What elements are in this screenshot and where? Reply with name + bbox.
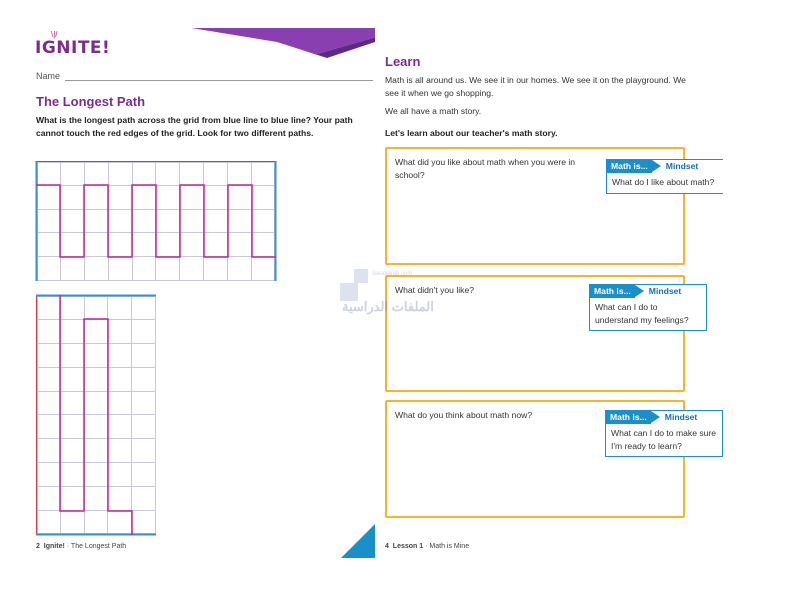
question-text: What do you think about math now? — [395, 410, 533, 420]
page-number: 2 — [36, 543, 40, 550]
vertical-grid-paths — [27, 28, 375, 558]
question-text: What didn't you like? — [395, 285, 475, 295]
name-label: Name — [36, 71, 61, 81]
watermark-text: الملفات الدراسية — [342, 299, 434, 314]
page-title: The Longest Path — [36, 94, 146, 109]
logo-rays-icon: \|/ — [51, 30, 58, 39]
badge-math-is: Math is... — [590, 285, 635, 298]
mindset-prompt: What can I do to understand my feelings? — [595, 302, 689, 325]
lead-text: Let's learn about our teacher's math story. — [385, 128, 558, 138]
right-footer — [385, 543, 469, 550]
intro-text-2: We all have a math story. — [385, 106, 482, 116]
learn-heading: Learn — [385, 54, 421, 69]
badge-math-is: Math is... — [607, 160, 652, 173]
badge-mindset: Mindset — [664, 412, 698, 422]
mindset-prompt: What can I do to make sure I'm ready to learn? — [611, 428, 717, 451]
mindset-prompt: What do I like about math? — [612, 177, 715, 187]
badge-math-is: Math is... — [606, 411, 651, 424]
left-page — [27, 28, 375, 558]
badge-mindset: Mindset — [665, 161, 699, 171]
mindset-badge-2 — [589, 284, 707, 331]
footer-brand: Ignite! — [43, 543, 65, 550]
page-number: 4 — [385, 543, 389, 550]
mindset-badge-3 — [605, 410, 723, 457]
badge-mindset: Mindset — [648, 286, 682, 296]
footer-title: Math is Mine — [429, 543, 470, 550]
blue-corner-decoration — [341, 524, 375, 558]
footer-separator: · — [66, 543, 70, 550]
footer-lesson: Lesson 1 — [392, 543, 424, 550]
footer-separator: · — [425, 543, 428, 550]
mindset-badge-1 — [606, 159, 723, 194]
left-footer — [36, 543, 126, 550]
intro-text: Math is all around us. We see it in our homes. We see it on the playground. We see it when we go shopping. — [385, 75, 686, 98]
instructions-text: What is the longest path across the grid from blue line to blue line? Your path cannot touch the red edges of the grid. Look for two different paths. — [36, 115, 353, 138]
watermark-logo-icon-2 — [354, 269, 368, 283]
watermark-url: Saudiarab.com — [372, 271, 413, 277]
ignite-logo: IGNITE! — [35, 38, 111, 58]
watermark — [340, 265, 450, 330]
question-text: What did you like about math when you were in school? — [395, 157, 576, 180]
footer-title: The Longest Path — [70, 543, 127, 550]
